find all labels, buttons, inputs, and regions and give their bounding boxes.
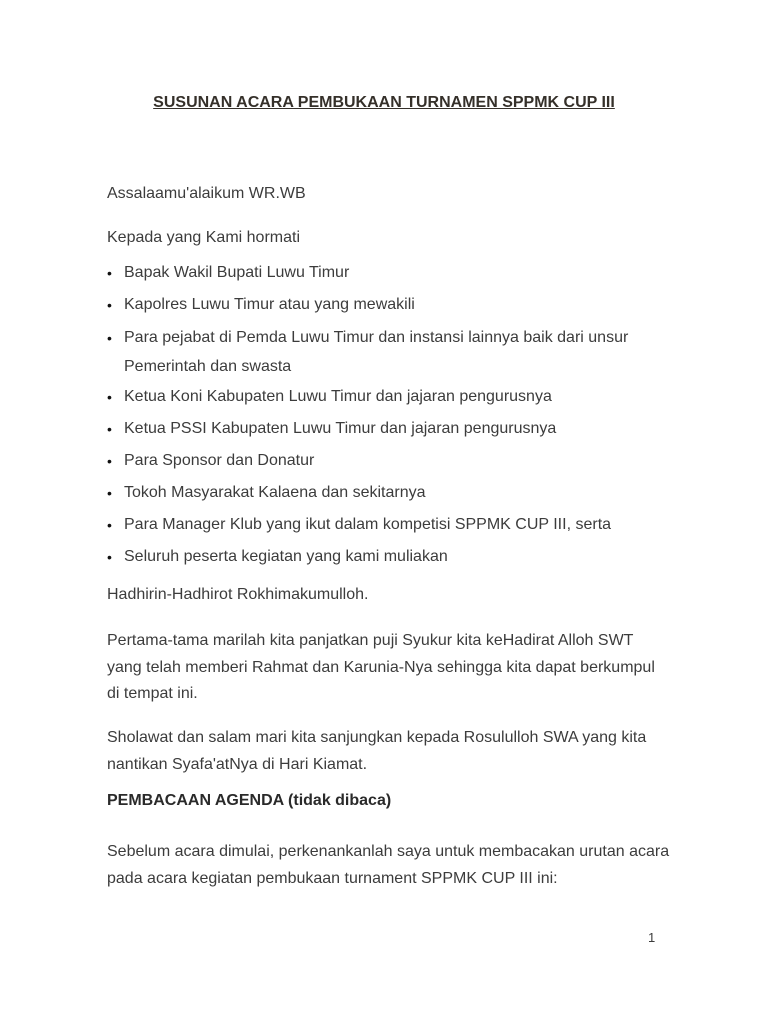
bullet-icon: •	[107, 485, 112, 501]
bullet-text: Tokoh Masyarakat Kalaena dan sekitarnya	[124, 484, 426, 501]
document-title: SUSUNAN ACARA PEMBUKAAN TURNAMEN SPPMK CUP III	[153, 94, 615, 111]
bullet-icon: •	[107, 297, 112, 313]
salutation: Kepada yang Kami hormati	[107, 229, 300, 246]
agenda-heading: PEMBACAAN AGENDA (tidak dibaca)	[107, 792, 392, 809]
paragraph-intro	[107, 838, 669, 892]
text-line: pada acara kegiatan pembukaan turnament SPPMK CUP III ini:	[107, 870, 558, 887]
text-line: yang telah memberi Rahmat dan Karunia-Nya sehingga kita dapat berkumpul	[107, 658, 655, 676]
bullet-text: Bapak Wakil Bupati Luwu Timur	[124, 264, 350, 281]
bullet-text: Kapolres Luwu Timur atau yang mewakili	[124, 296, 415, 313]
bullet-icon: •	[107, 389, 112, 405]
page-number: 1	[648, 930, 656, 945]
text-line: Pertama-tama marilah kita panjatkan puji Syukur kita keHadirat Alloh SWT	[107, 632, 634, 649]
bullet-icon: •	[107, 549, 112, 565]
bullet-icon: •	[107, 421, 112, 437]
greeting: Assalaamu'alaikum WR.WB	[107, 185, 306, 202]
text-line: Sebelum acara dimulai, perkenankanlah saya untuk membacakan urutan acara	[107, 843, 670, 860]
bullet-text: Ketua PSSI Kabupaten Luwu Timur dan jajaran pengurusnya	[124, 420, 557, 437]
text-line: Sholawat dan salam mari kita sanjungkan kepada Rosululloh SWA yang kita	[107, 729, 647, 746]
bullet-text: Para pejabat di Pemda Luwu Timur dan instansi lainnya baik dari unsur	[124, 329, 629, 346]
bullet-icon: •	[107, 330, 112, 346]
paragraph-praise	[107, 628, 655, 708]
bullet-text: Para Sponsor dan Donatur	[124, 452, 315, 469]
bullet-text: Seluruh peserta kegiatan yang kami muliakan	[124, 548, 448, 565]
bullet-icon: •	[107, 453, 112, 469]
bullet-icon: •	[107, 265, 112, 281]
bullet-text: Para Manager Klub yang ikut dalam kompetisi SPPMK CUP III, serta	[124, 516, 612, 533]
text-line: di tempat ini.	[107, 685, 198, 702]
bullet-text: Ketua Koni Kabupaten Luwu Timur dan jajaran pengurusnya	[124, 388, 552, 405]
bullet-icon: •	[107, 517, 112, 533]
bullet-text: Pemerintah dan swasta	[124, 358, 292, 375]
paragraph-sholawat	[107, 724, 646, 778]
text-line: nantikan Syafa'atNya di Hari Kiamat.	[107, 756, 368, 773]
address-line: Hadhirin-Hadhirot Rokhimakumulloh.	[107, 586, 369, 603]
